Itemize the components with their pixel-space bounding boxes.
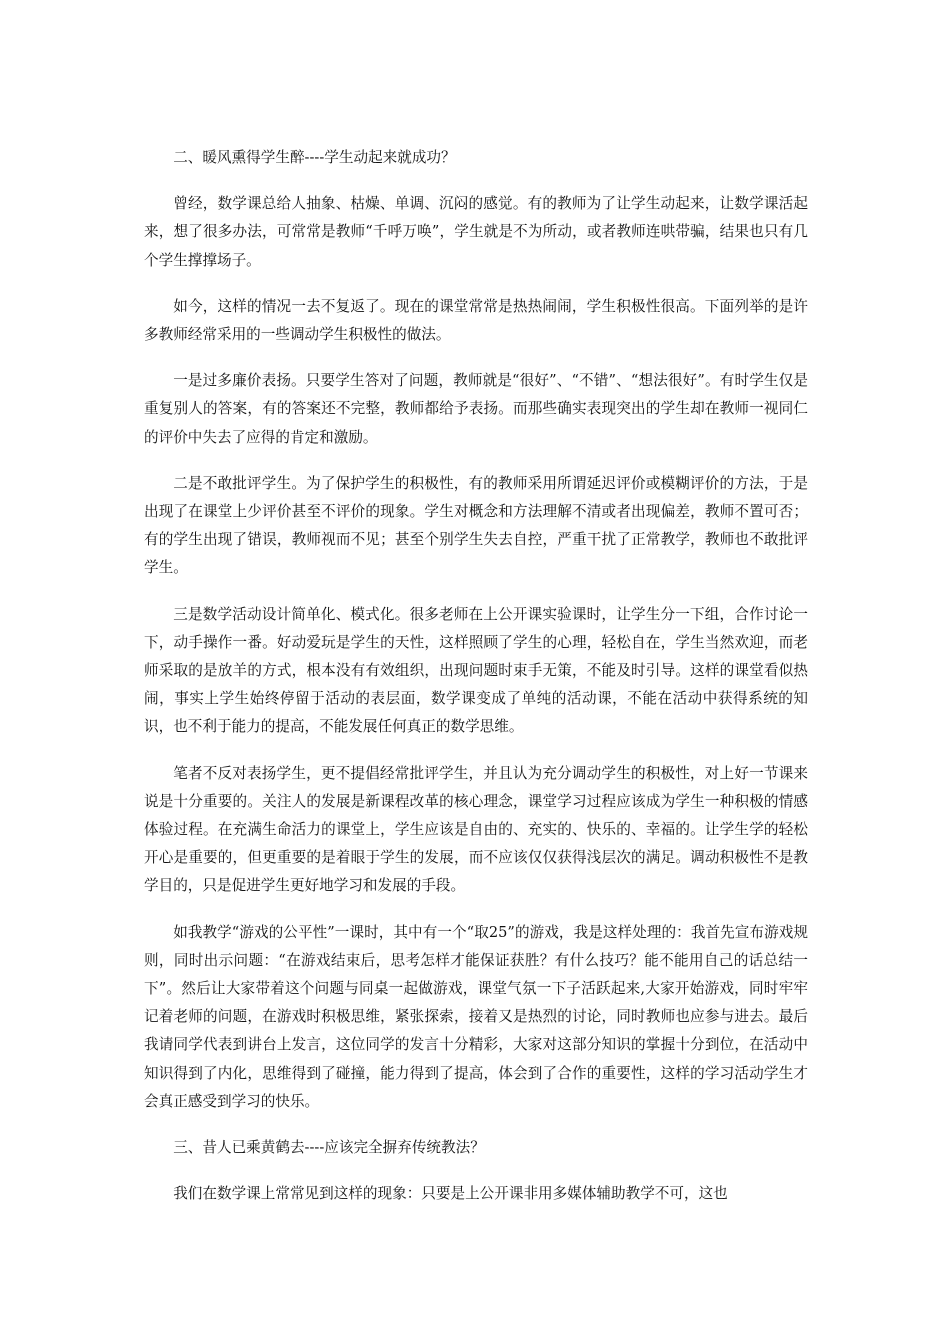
paragraph-gap bbox=[144, 1116, 808, 1134]
paragraph-gap bbox=[144, 452, 808, 470]
section-heading-2: 二、暖风熏得学生醉----学生动起来就成功？ bbox=[173, 149, 456, 166]
paragraph-gap bbox=[144, 349, 808, 367]
paragraph-gap bbox=[144, 172, 808, 190]
paragraph-activities: 三是数学活动设计简单化、模式化。很多老师在上公开课实验课时，让学生分一下组，合作讨论一下，动手操作一番。好动爱玩是学生的天性，这样照顾了学生的心理，轻松自在，学生当然欢迎，而老师采取的是放羊的方式，根本没有有效组织，出现问题时束手无策，不能及时引导。这样的课堂看似热闹，事实上学生始终停留于活动的表层面，数学课变成了单纯的活动课，不能在活动中获得系统的知识，也不利于能力的提高，不能发展任何真正的数学思维。 bbox=[144, 605, 808, 736]
section-heading-3: 三、昔人已乘黄鹤去----应该完全摒弃传统教法？ bbox=[173, 1139, 485, 1157]
document-body bbox=[144, 144, 808, 1209]
paragraph-multimedia: 我们在数学课上常常见到这样的现象：只要是上公开课非用多媒体辅助教学不可，这也 bbox=[173, 1185, 728, 1203]
paragraph-criticism: 二是不敢批评学生。为了保护学生的积极性，有的教师采用所谓延迟评价或模糊评价的方法，于是出现了在课堂上少评价甚至不评价的现象。学生对概念和方法理解不清或者出现偏差，教师不置可否；有的学生出现了错误，教师视而不见；甚至个别学生失去自控，严重干扰了正常教学，教师也不敢批评学生。 bbox=[144, 474, 808, 577]
paragraph-praise: 一是过多廉价表扬。只要学生答对了问题，教师就是“很好”、“不错”、“想法很好”。有时学生仅是重复别人的答案，有的答案还不完整，教师都给予表扬。而那些确实表现突出的学生却在教师一视同仁的评价中失去了应得的肯定和激励。 bbox=[144, 372, 808, 446]
paragraph-gap bbox=[144, 1162, 808, 1180]
paragraph-author-view: 笔者不反对表扬学生，更不提倡经常批评学生，并且认为充分调动学生的积极性，对上好一节课来说是十分重要的。关注人的发展是新课程改革的核心理念，课堂学习过程应该成为学生一种积极的情感体验过程。在充满生命活力的课堂上，学生应该是自由的、充实的、快乐的、幸福的。让学生学的轻松开心是重要的，但更重要的是着眼于学生的发展，而不应该仅仅获得浅层次的满足。调动积极性不是教学目的，只是促进学生更好地学习和发展的手段。 bbox=[144, 764, 808, 895]
paragraph-gap bbox=[144, 742, 808, 760]
paragraph-gap bbox=[144, 275, 808, 293]
paragraph-now: 如今，这样的情况一去不复返了。现在的课堂常常是热热闹闹，学生积极性很高。下面列举的是许多教师经常采用的一些调动学生积极性的做法。 bbox=[144, 297, 808, 344]
paragraph-game-example: 如我教学“游戏的公平性”一课时，其中有一个“取25”的游戏，我是这样处理的：我首先宣布游戏规则，同时出示问题：“在游戏结束后，思考怎样才能保证获胜？有什么技巧？能不能用自己的话总结一下”。然后让大家带着这个问题与同桌一起做游戏，课堂气氛一下子活跃起来,大家开始游戏，同时牢牢记着老师的问题，在游戏时积极思维，紧张探索，接着又是热烈的讨论，同时教师也应参与进去。最后我请同学代表到讲台上发言，这位同学的发言十分精彩，大家对这部分知识的掌握十分到位，在活动中知识得到了内化，思维得到了碰撞，能力得到了提高，体会到了合作的重要性，这样的学习活动学生才会真正感受到学习的快乐。 bbox=[144, 923, 808, 1110]
paragraph-gap bbox=[144, 583, 808, 601]
paragraph-past: 曾经，数学课总给人抽象、枯燥、单调、沉闷的感觉。有的教师为了让学生动起来，让数学课活起来，想了很多办法，可常常是教师“千呼万唤”，学生就是不为所动，或者教师连哄带骗，结果也只有几个学生撑撑场子。 bbox=[144, 195, 808, 269]
paragraph-gap bbox=[144, 901, 808, 919]
